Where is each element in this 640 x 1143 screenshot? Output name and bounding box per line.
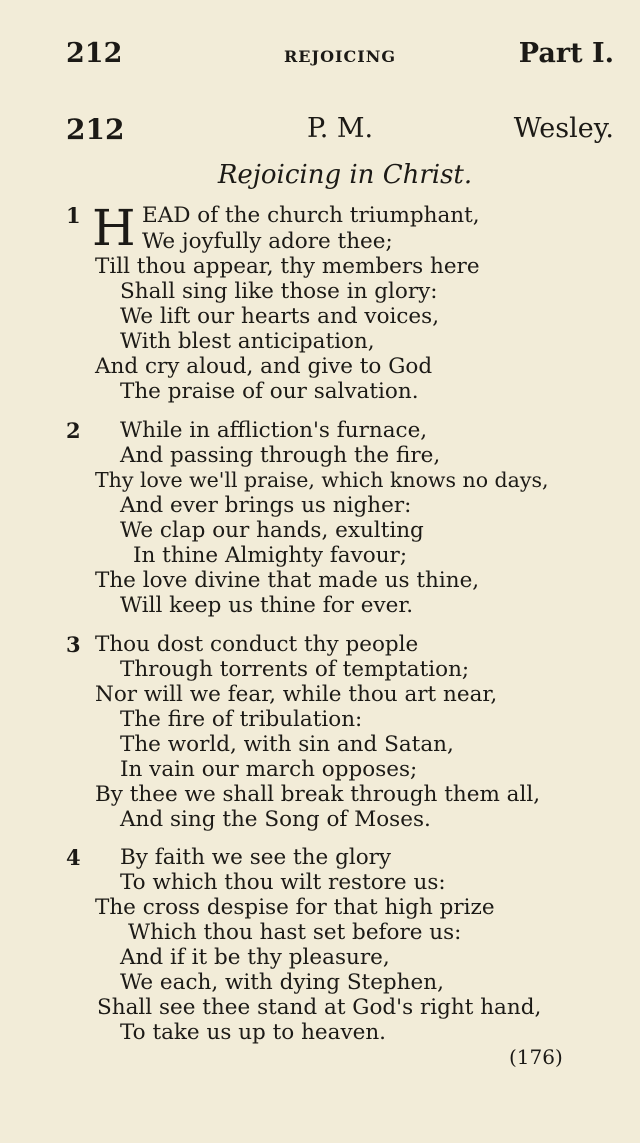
verse-line: To take us up to heaven. (120, 1020, 387, 1045)
verse-line: We joyfully adore thee; (142, 229, 393, 254)
verse-line: By thee we shall break through them all, (95, 782, 541, 807)
verse-line: We each, with dying Stephen, (120, 970, 444, 995)
verse-line: Till thou appear, thy members here (95, 254, 480, 279)
verse-line: Will keep us thine for ever. (120, 593, 414, 618)
verse-line: And passing through the fire, (120, 443, 441, 468)
verse-line: EAD of the church triumphant, (142, 203, 480, 228)
verse-line: By faith we see the glory (120, 845, 392, 870)
verse-line: And cry aloud, and give to God (95, 354, 433, 379)
section-title: REJOICING (284, 47, 396, 66)
verse-line: Which thou hast set before us: (128, 920, 462, 945)
verse-line: The praise of our salvation. (120, 379, 419, 404)
running-header (66, 38, 614, 72)
verse-line: With blest anticipation, (120, 329, 375, 354)
page-number: 212 (66, 38, 123, 69)
verse-number: 1 (66, 203, 81, 228)
part-label: Part I. (518, 38, 614, 69)
verse-line: And sing the Song of Moses. (120, 807, 431, 832)
hymn-author: Wesley. (513, 113, 614, 144)
verse-line: And ever brings us nigher: (120, 493, 412, 518)
verse-line: The fire of tribulation: (120, 707, 363, 732)
verse-line: Shall see thee stand at God's right hand, (97, 995, 542, 1020)
verse-line: Through torrents of temptation; (120, 657, 470, 682)
verse-line: Shall sing like those in glory: (120, 279, 438, 304)
verse-number: 2 (66, 418, 81, 443)
verse-line: The cross despise for that high prize (95, 895, 495, 920)
verse-line: Nor will we fear, while thou art near, (95, 682, 498, 707)
drop-cap: H (92, 199, 136, 257)
verse-line: And if it be thy pleasure, (120, 945, 390, 970)
verse-line: We clap our hands, exulting (120, 518, 424, 543)
verse-line: The love divine that made us thine, (95, 568, 480, 593)
hymn-meter: P. M. (307, 113, 374, 144)
verse-line: In vain our march opposes; (120, 757, 418, 782)
verse-line: Thou dost conduct thy people (95, 632, 419, 657)
verse-number: 4 (66, 845, 81, 870)
folio-marker: (176) (509, 1045, 563, 1069)
verse-number: 3 (66, 632, 81, 657)
verse-line: Thy love we'll praise, which knows no days, (95, 468, 549, 492)
verse-line: While in affliction's furnace, (120, 418, 428, 443)
hymn-header (66, 113, 614, 149)
verse-line: The world, with sin and Satan, (120, 732, 454, 757)
verse-line: In thine Almighty favour; (133, 543, 408, 568)
hymn-title: Rejoicing in Christ. (217, 160, 473, 190)
verse-line: We lift our hearts and voices, (120, 304, 440, 329)
hymn-number: 212 (66, 113, 125, 146)
verse-line: To which thou wilt restore us: (120, 870, 446, 895)
